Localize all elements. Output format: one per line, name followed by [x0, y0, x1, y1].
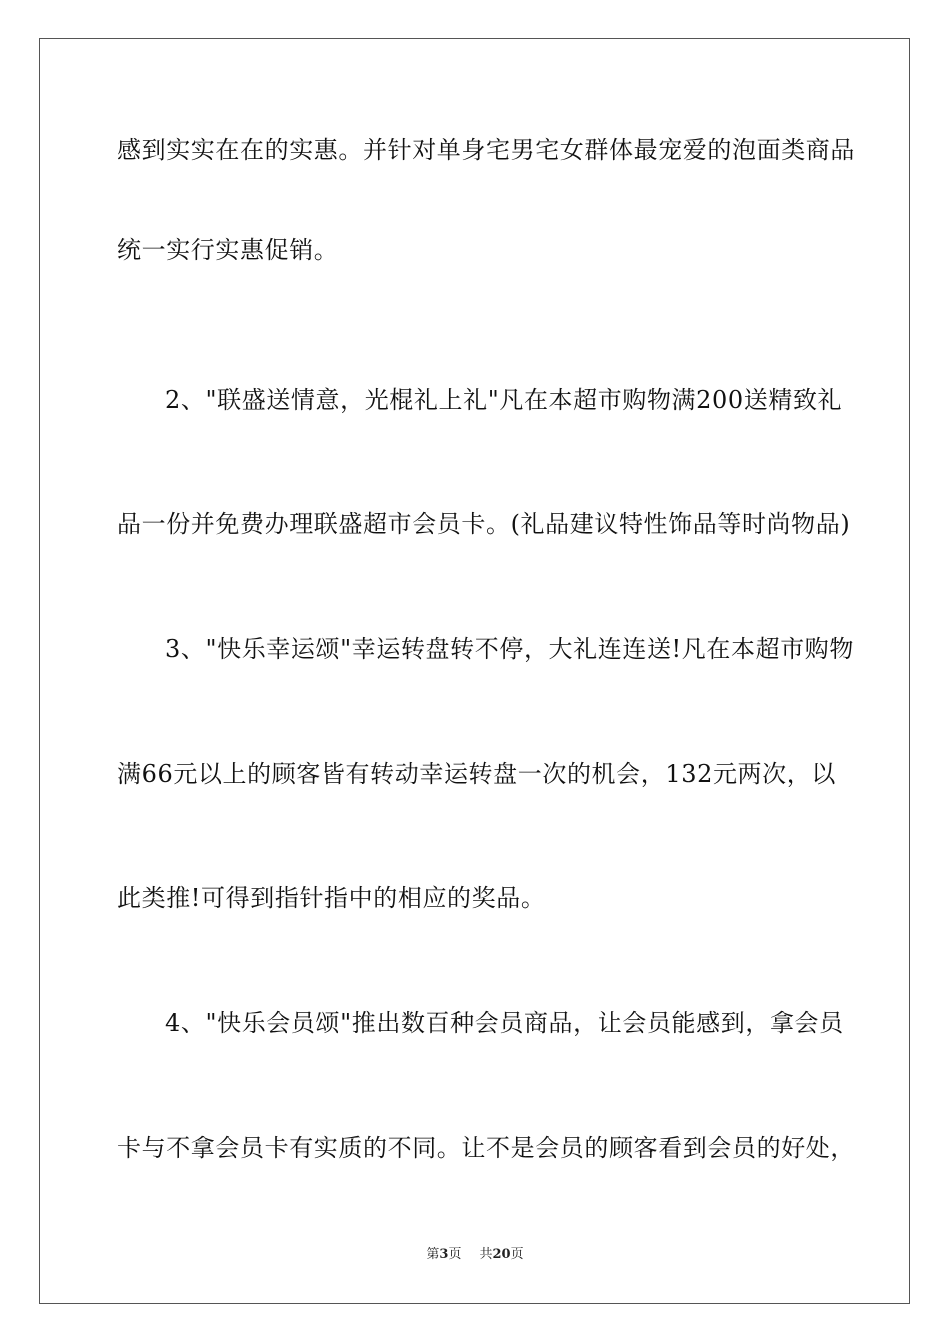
page-border	[39, 38, 910, 1304]
body-line-3: 2、"联盛送情意，光棍礼上礼"凡在本超市购物满200送精致礼	[165, 386, 843, 414]
footer-total-suffix: 页	[510, 1247, 524, 1262]
footer-total-prefix: 共	[479, 1247, 493, 1262]
footer-page-suffix: 页	[448, 1247, 462, 1262]
body-line-6: 满66元以上的顾客皆有转动幸运转盘一次的机会，132元两次，以	[117, 760, 836, 788]
body-line-7: 此类推!可得到指针指中的相应的奖品。	[117, 884, 546, 912]
body-line-8: 4、"快乐会员颂"推出数百种会员商品，让会员能感到，拿会员	[165, 1009, 844, 1037]
footer-total-pages: 20	[492, 1247, 511, 1262]
body-line-2: 统一实行实惠促销。	[117, 236, 339, 264]
page-footer	[0, 1246, 950, 1264]
body-line-1: 感到实实在在的实惠。并针对单身宅男宅女群体最宠爱的泡面类商品	[117, 136, 855, 164]
body-line-9: 卡与不拿会员卡有实质的不同。让不是会员的顾客看到会员的好处，	[117, 1134, 855, 1162]
footer-page-prefix: 第	[426, 1247, 440, 1262]
footer-page-number: 3	[439, 1247, 449, 1262]
body-line-4: 品一份并免费办理联盛超市会员卡。(礼品建议特性饰品等时尚物品)	[117, 510, 851, 538]
body-line-5: 3、"快乐幸运颂"幸运转盘转不停，大礼连连送!凡在本超市购物	[165, 635, 854, 663]
